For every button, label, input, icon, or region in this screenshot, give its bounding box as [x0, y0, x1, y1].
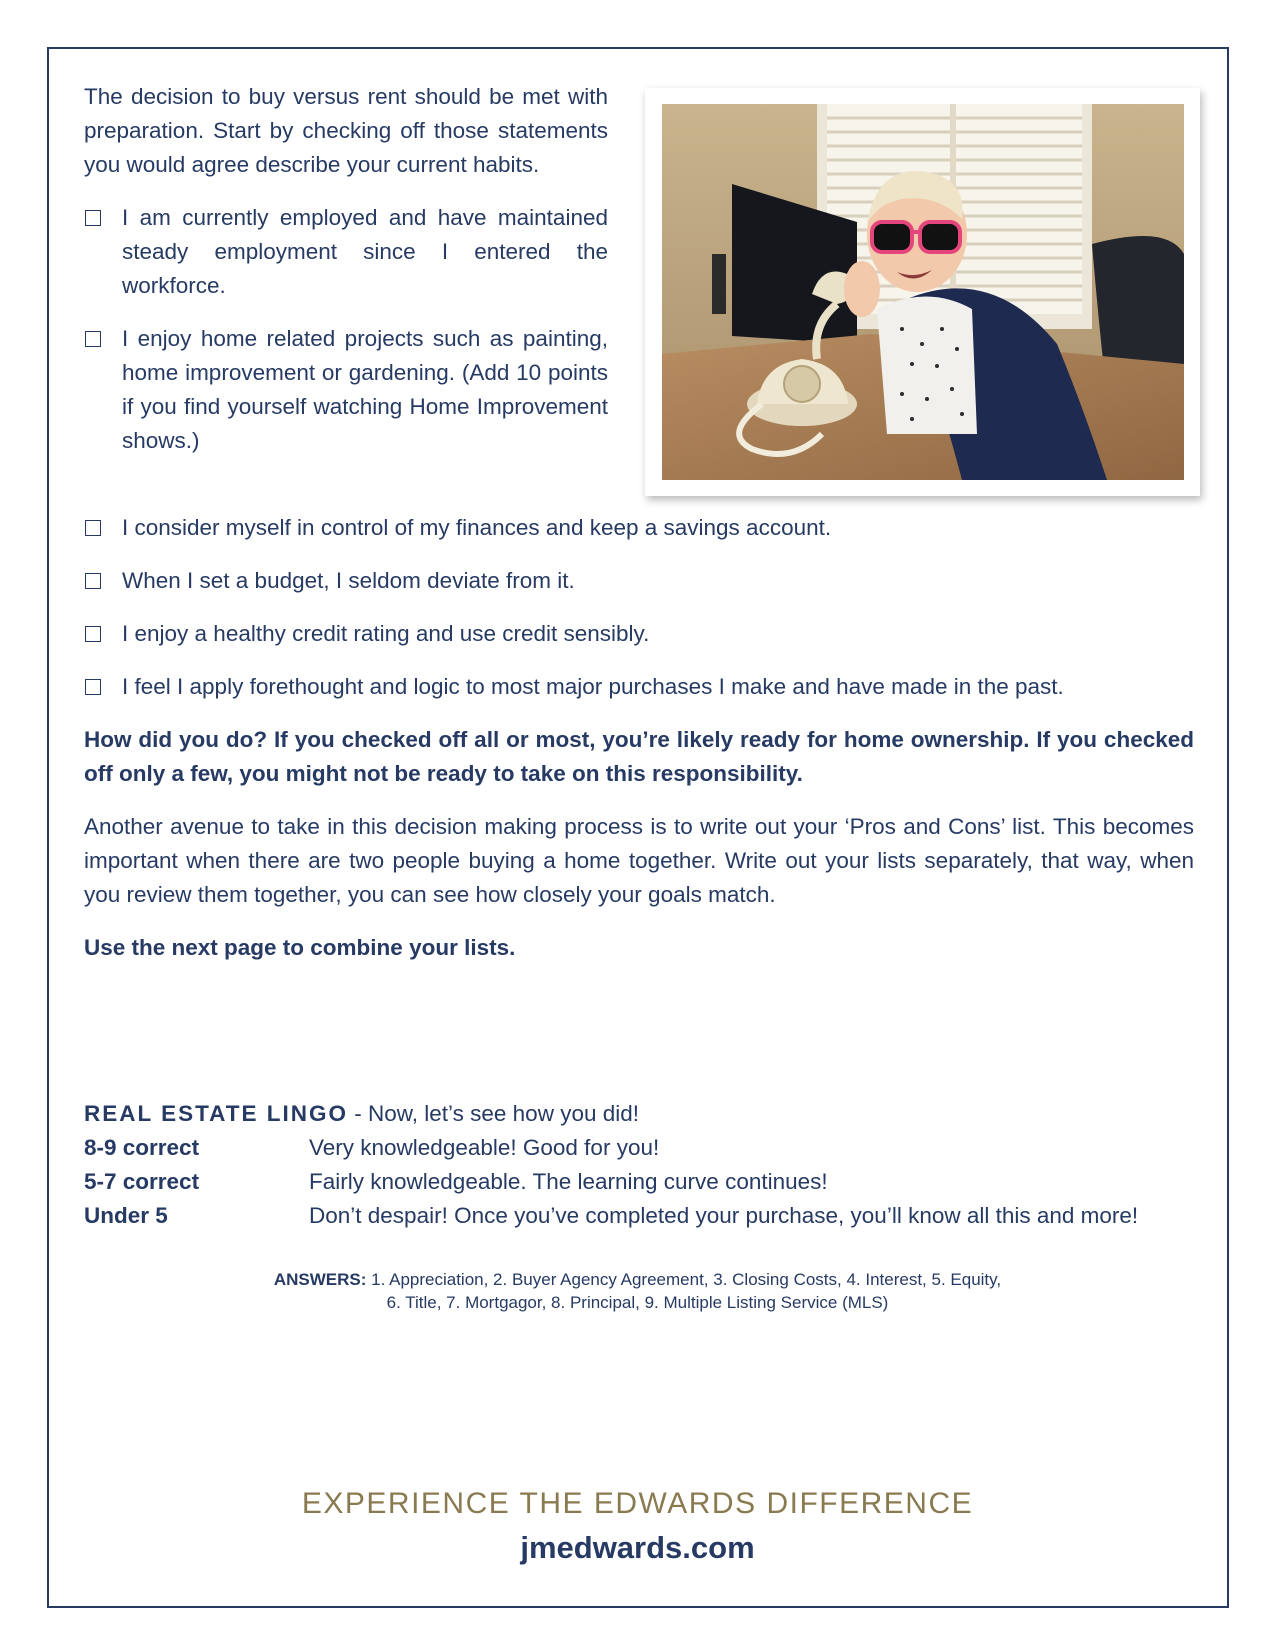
footer-tagline: EXPERIENCE THE EDWARDS DIFFERENCE: [301, 1487, 974, 1520]
footer-website-link[interactable]: jmedwards.com: [520, 1530, 755, 1565]
answers-block: [200, 1268, 1075, 1314]
checkbox[interactable]: [85, 331, 101, 347]
score-text: Fairly knowledgeable. The learning curve continues!: [309, 1169, 828, 1194]
checkbox[interactable]: [85, 210, 101, 226]
checklist-item-budget[interactable]: [84, 564, 1194, 598]
pros-cons-paragraph: Another avenue to take in this decision making process is to write out your ‘Pros and Cons’ list. This becomes important when there are two people buying a home together. Write out your lists separately, that way, when you review them together, you can see how closely your goals match.: [84, 814, 1194, 907]
checklist-item-home-projects[interactable]: [84, 322, 608, 458]
photo-frame: [645, 88, 1200, 496]
checklist-item-credit[interactable]: [84, 617, 1194, 651]
score-row: [84, 1131, 1204, 1165]
next-page-note: Use the next page to combine your lists.: [84, 935, 516, 960]
main-content: [84, 511, 1194, 965]
lingo-title: REAL ESTATE LINGO: [84, 1101, 349, 1126]
score-label: 5-7 correct: [84, 1169, 200, 1194]
checkbox[interactable]: [85, 626, 101, 642]
real-estate-lingo-section: [84, 1097, 1204, 1233]
checklist-item-purchases[interactable]: [84, 670, 1194, 704]
checkbox[interactable]: [85, 573, 101, 589]
child-on-phone-photo: [662, 104, 1184, 480]
answers-line-1: [200, 1268, 1075, 1291]
checkbox[interactable]: [85, 679, 101, 695]
score-row: [84, 1199, 1204, 1233]
score-label: Under 5: [84, 1203, 168, 1228]
lingo-heading: [84, 1097, 1204, 1131]
intro-paragraph: The decision to buy versus rent should be met with preparation. Start by checking off those statements you would agree describe your current habits.: [84, 84, 608, 177]
checklist-item-text: I consider myself in control of my finances and keep a savings account.: [122, 515, 832, 540]
checklist-item-text: I enjoy a healthy credit rating and use credit sensibly.: [122, 621, 650, 646]
result-paragraph: How did you do? If you checked off all or most, you’re likely ready for home ownership. If you checked off only a few, you might not be ready to take on this responsibility.: [84, 727, 1194, 786]
checklist-item-text: When I set a budget, I seldom deviate from it.: [122, 568, 575, 593]
checklist-item-employment[interactable]: [84, 201, 608, 303]
checklist-item-finances[interactable]: [84, 511, 1194, 545]
checklist-item-text: I feel I apply forethought and logic to most major purchases I make and have made in the past.: [122, 674, 1064, 699]
answers-text-1: 1. Appreciation, 2. Buyer Agency Agreement, 3. Closing Costs, 4. Interest, 5. Equity,: [366, 1270, 1002, 1289]
checklist-item-text: I enjoy home related projects such as painting, home improvement or gardening. (Add 10 points if you find yourself watching Home Improvement shows.): [122, 326, 608, 453]
score-text: Don’t despair! Once you’ve completed your purchase, you’ll know all this and more!: [309, 1203, 1139, 1228]
intro-column: [84, 80, 608, 458]
score-label: 8-9 correct: [84, 1135, 200, 1160]
score-text: Very knowledgeable! Good for you!: [309, 1135, 660, 1160]
lingo-subtitle: - Now, let’s see how you did!: [348, 1101, 639, 1126]
score-row: [84, 1165, 1204, 1199]
checklist-item-text: I am currently employed and have maintained steady employment since I entered the workforce.: [122, 205, 608, 298]
answers-line-2: 6. Title, 7. Mortgagor, 8. Principal, 9. Multiple Listing Service (MLS): [386, 1293, 889, 1312]
checkbox[interactable]: [85, 520, 101, 536]
answers-label: ANSWERS:: [273, 1270, 367, 1289]
